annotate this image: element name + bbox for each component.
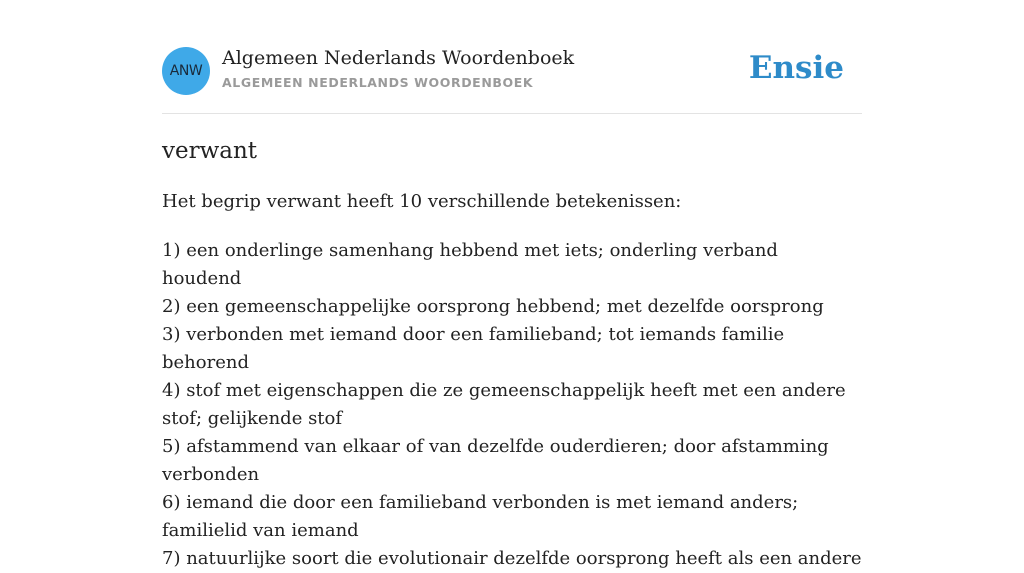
definition-item: 5) afstammend van elkaar of van dezelfde ouderdieren; door afstamming verbonden <box>162 436 829 485</box>
source-subtitle: ALGEMEEN NEDERLANDS WOORDENBOEK <box>222 75 534 90</box>
anw-logo[interactable]: ANW <box>162 47 210 95</box>
header-divider <box>162 113 862 114</box>
definition-item: 3) verbonden met iemand door een familieband; tot iemands familie behorend <box>162 324 785 373</box>
definition-item: 1) een onderlinge samenhang hebbend met iets; onderling verband houdend <box>162 240 778 289</box>
source-title[interactable]: Algemeen Nederlands Woordenboek <box>222 47 575 69</box>
entry-intro: Het begrip verwant heeft 10 verschillende betekenissen: <box>162 191 682 212</box>
header <box>162 47 862 95</box>
entry-term: verwant <box>162 138 258 164</box>
definition-list <box>162 237 862 573</box>
definition-item: 6) iemand die door een familieband verbonden is met iemand anders; familielid van iemand <box>162 492 799 541</box>
definition-item: 4) stof met eigenschappen die ze gemeenschappelijk heeft met een andere stof; gelijkende stof <box>162 380 846 429</box>
ensie-logo[interactable]: Ensie <box>748 50 844 86</box>
definition-item: 7) natuurlijke soort die evolutionair dezelfde oorsprong heeft als een andere <box>162 548 862 569</box>
definition-item: 2) een gemeenschappelijke oorsprong hebbend; met dezelfde oorsprong <box>162 296 824 317</box>
